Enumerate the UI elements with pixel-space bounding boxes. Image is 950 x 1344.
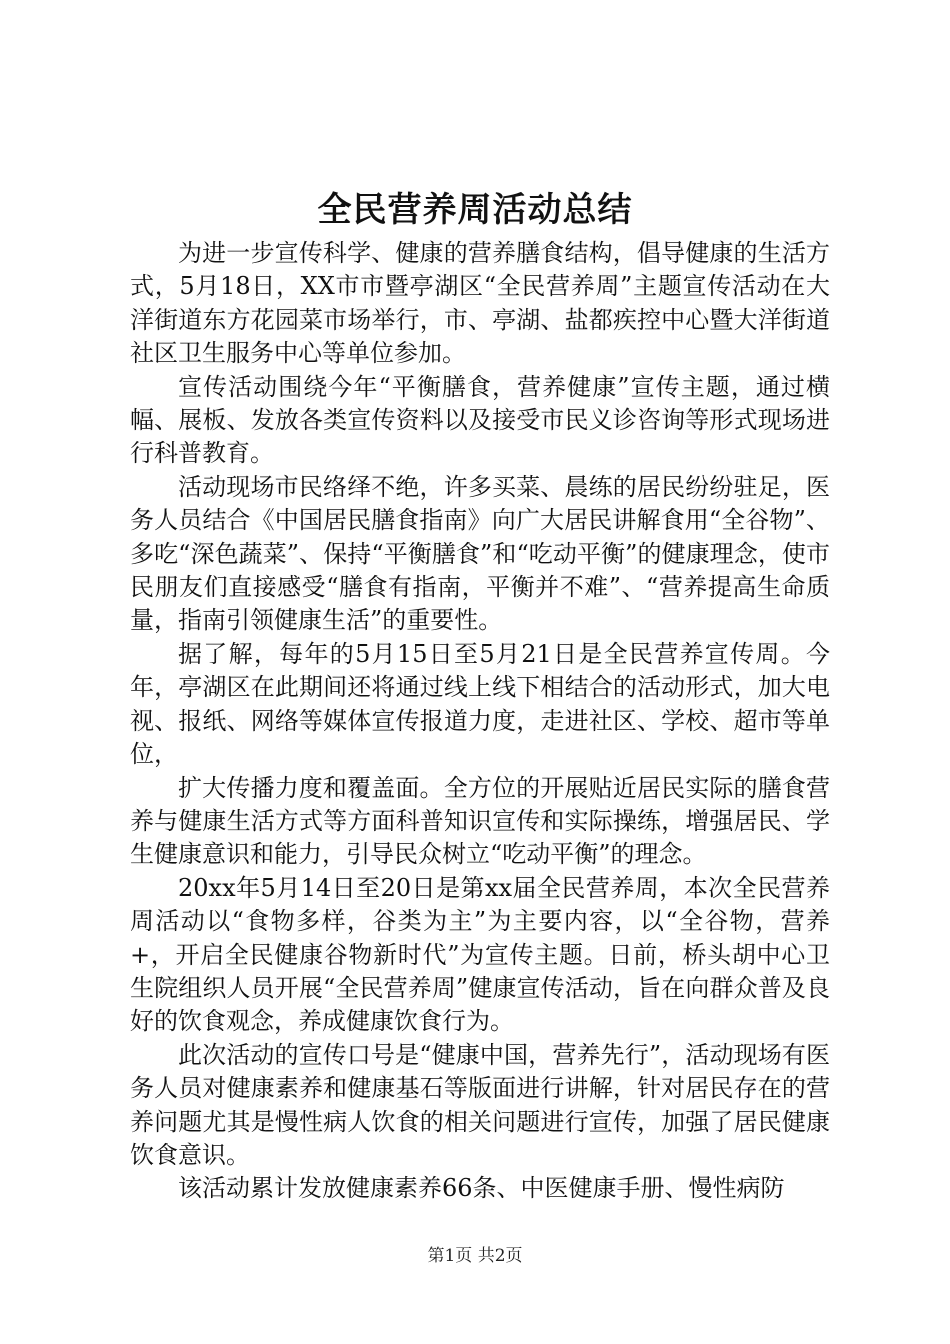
document-body xyxy=(130,237,830,1206)
page-number-footer: 第1页 共2页 xyxy=(427,1246,523,1266)
paragraph: 宣传活动围绕今年“平衡膳食，营养健康”宣传主题，通过横幅、展板、发放各类宣传资料以及接受市民义诊咨询等形式现场进行科普教育。 xyxy=(130,372,830,468)
paragraph: 为进一步宣传科学、健康的营养膳食结构，倡导健康的生活方式，5月18日，XX市市暨亭湖区“全民营养周”主题宣传活动在大洋街道东方花园菜市场举行，市、亭湖、盐都疾控中心暨大洋街道社区卫生服务中心等单位参加。 xyxy=(130,239,830,368)
paragraph: 该活动累计发放健康素养66条、中医健康手册、慢性病防 xyxy=(178,1174,785,1203)
paragraph: 扩大传播力度和覆盖面。全方位的开展贴近居民实际的膳食营养与健康生活方式等方面科普知识宣传和实际操练，增强居民、学生健康意识和能力，引导民众树立“吃动平衡”的理念。 xyxy=(130,773,830,869)
paragraph: 活动现场市民络绎不绝，许多买菜、晨练的居民纷纷驻足，医务人员结合《中国居民膳食指南》向广大居民讲解食用“全谷物”、多吃“深色蔬菜”、保持“平衡膳食”和“吃动平衡”的健康理念，使市民朋友们直接感受“膳食有指南，平衡并不难”、“营养提高生命质量，指南引领健康生活”的重要性。 xyxy=(130,472,830,635)
paragraph: 此次活动的宣传口号是“健康中国，营养先行”，活动现场有医务人员对健康素养和健康基石等版面进行讲解，针对居民存在的营养问题尤其是慢性病人饮食的相关问题进行宣传，加强了居民健康饮食意识。 xyxy=(130,1040,830,1169)
paragraph: 据了解，每年的5月15日至5月21日是全民营养宣传周。今年，亭湖区在此期间还将通过线上线下相结合的活动形式，加大电视、报纸、网络等媒体宣传报道力度，走进社区、学校、超市等单位， xyxy=(130,639,830,769)
document-title: 全民营养周活动总结 xyxy=(317,190,633,230)
paragraph: 20xx年5月14日至20日是第xx届全民营养周，本次全民营养周活动以“食物多样，谷类为主”为主要内容，以“全谷物，营养+，开启全民健康谷物新时代”为宣传主题。日前，桥头胡中心卫生院组织人员开展“全民营养周”健康宣传活动，旨在向群众普及良好的饮食观念，养成健康饮食行为。 xyxy=(130,873,830,1036)
